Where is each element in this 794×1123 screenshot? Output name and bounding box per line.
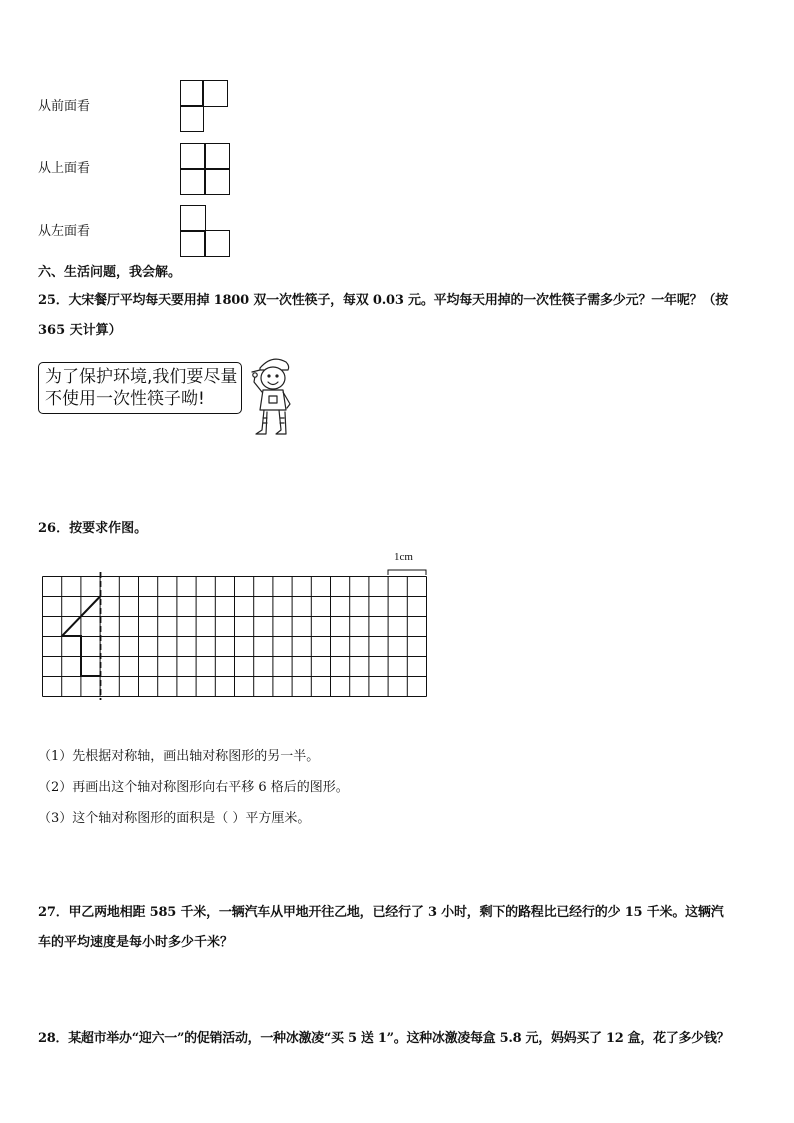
q26-sub1: （1）先根据对称轴，画出轴对称图形的另一半。	[38, 749, 320, 764]
scale-bracket	[388, 570, 426, 575]
bubble-line1: 为了保护环境,我们要尽量	[45, 367, 238, 387]
q25-line1: 25．大宋餐厅平均每天要用掉 1800 双一次性筷子，每双 0.03 元。平均每天用掉的一次性筷子需多少元？一年呢？（按	[38, 293, 729, 308]
speech-bubble	[38, 362, 242, 414]
top-view-label: 从上面看	[38, 161, 91, 176]
q27-line2: 车的平均速度是每小时多少千米？	[38, 935, 234, 950]
q27-line1: 27．甲乙两地相距 585 千米，一辆汽车从甲地开往乙地，已经行了 3 小时，剩下的路程比已经行的少 15 千米。这辆汽	[38, 905, 724, 920]
scale-label: 1cm	[394, 551, 413, 563]
left-view-figure	[180, 205, 230, 259]
front-view-label: 从前面看	[38, 99, 91, 114]
front-view-figure	[180, 80, 230, 134]
grid-figure	[36, 542, 432, 702]
section-6-heading: 六、生活问题，我会解。	[38, 265, 182, 280]
q26-heading: 26．按要求作图。	[38, 521, 148, 536]
top-view-figure	[180, 143, 230, 197]
q28-line1: 28．某超市举办“迎六一”的促销活动，一种冰激凌“买 5 送 1”。这种冰激凌每盒 5.8 元，妈妈买了 12 盒，花了多少钱？	[38, 1031, 730, 1046]
boy-illustration	[242, 352, 302, 440]
bubble-line2: 不使用一次性筷子呦!	[45, 389, 205, 409]
q26-sub2: （2）再画出这个轴对称图形向右平移 6 格后的图形。	[38, 780, 349, 795]
q26-sub3: （3）这个轴对称图形的面积是（ ）平方厘米。	[38, 811, 311, 826]
q25-line2: 365 天计算）	[38, 323, 122, 338]
left-view-label: 从左面看	[38, 224, 91, 239]
